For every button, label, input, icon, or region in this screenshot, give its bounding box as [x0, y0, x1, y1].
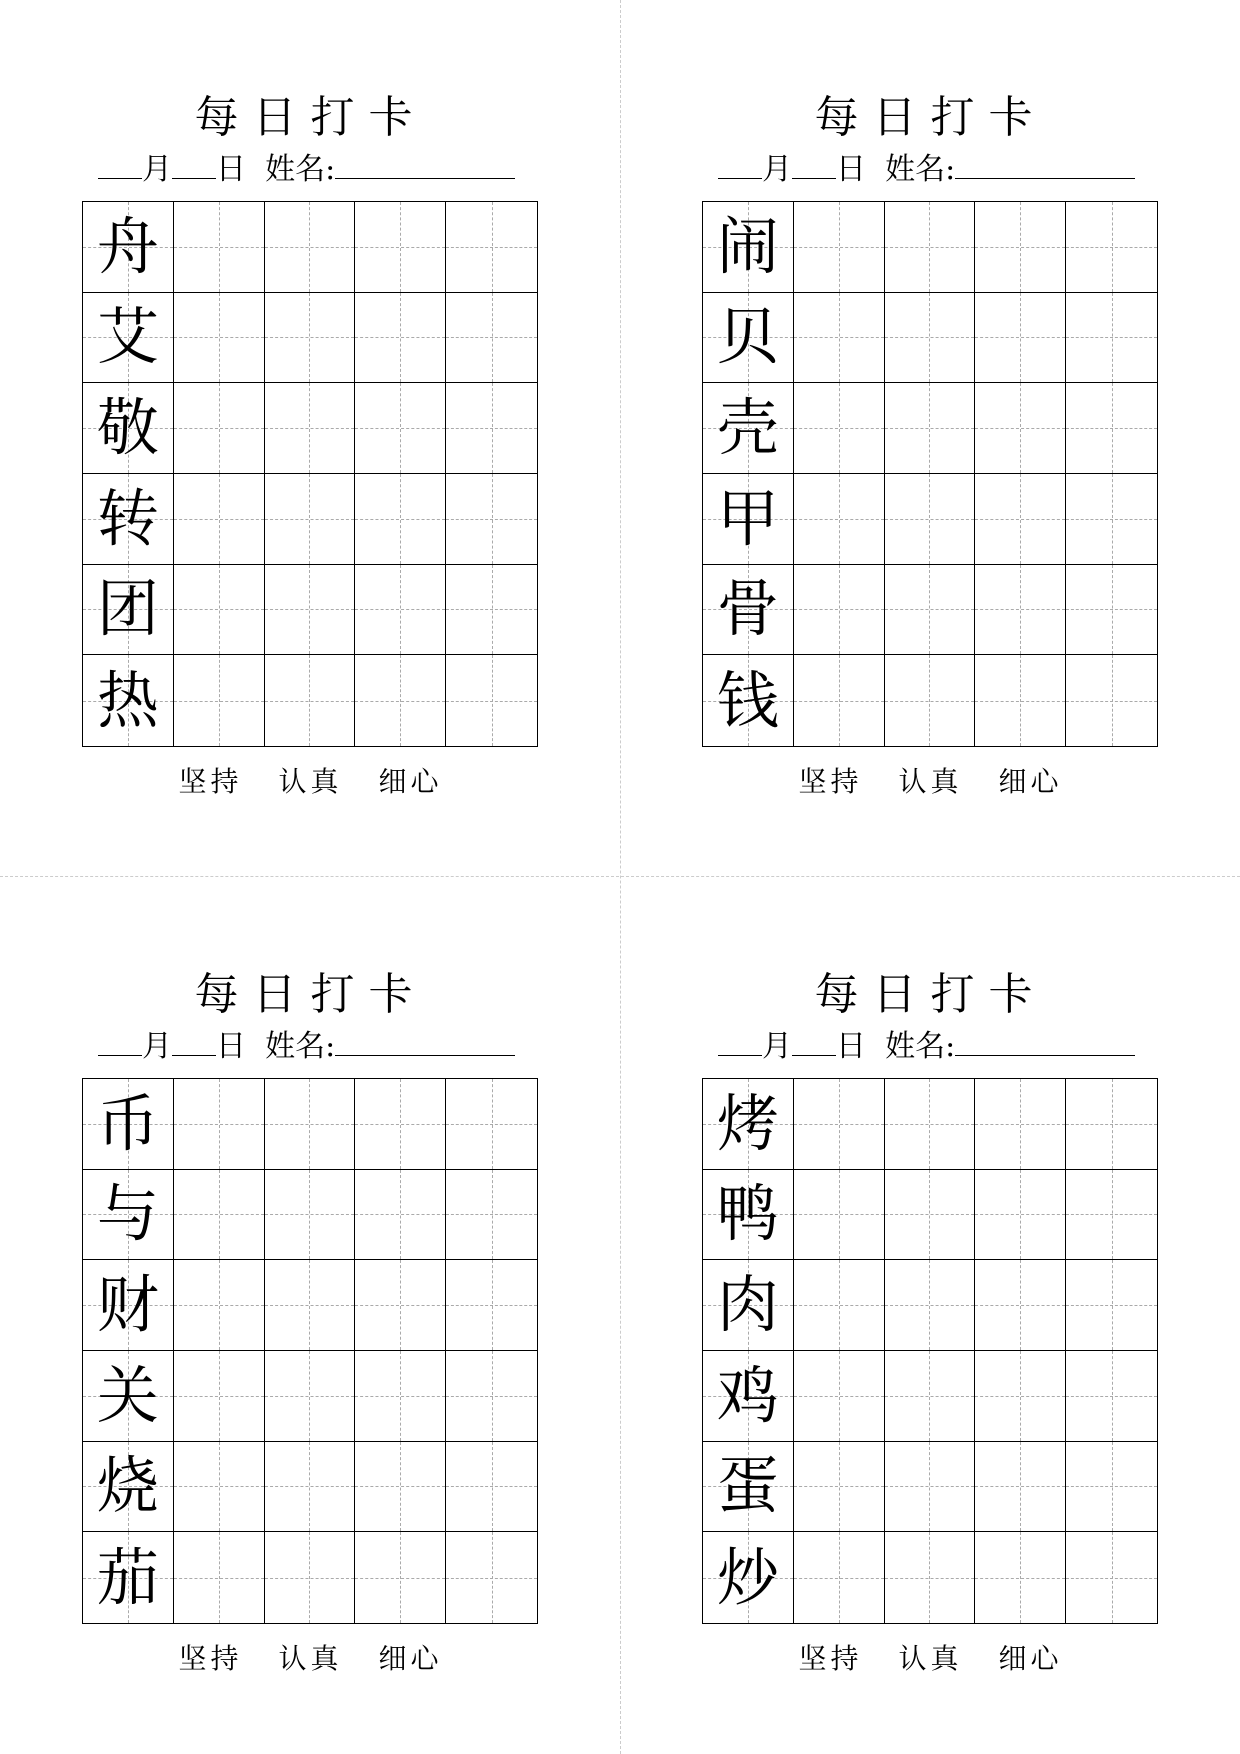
practice-cell: [794, 1351, 885, 1442]
practice-cell: [1066, 474, 1157, 565]
name-label: 姓名:: [885, 1029, 956, 1064]
motto: [82, 760, 539, 800]
model-character-cell: [83, 1260, 174, 1351]
model-character: 敬: [96, 391, 159, 465]
name-label: 姓名:: [885, 152, 956, 187]
model-character: 壳: [716, 391, 779, 465]
model-character-cell: [703, 1170, 794, 1261]
model-character: 骨: [716, 572, 779, 646]
name-blank[interactable]: [335, 1025, 515, 1056]
motto-word: 坚持: [178, 1642, 243, 1675]
practice-cell: [975, 1351, 1066, 1442]
model-character-cell: [83, 1170, 174, 1261]
practice-cell: [446, 655, 537, 746]
name-blank[interactable]: [335, 148, 515, 179]
practice-cell: [446, 1351, 537, 1442]
model-character-cell: [703, 565, 794, 656]
motto: [702, 760, 1159, 800]
month-label: 月: [142, 1029, 172, 1064]
day-label: 日: [216, 152, 246, 187]
practice-cell: [1066, 202, 1157, 293]
model-character: 关: [96, 1358, 159, 1432]
motto-word: 坚持: [798, 765, 863, 798]
model-character-cell: [703, 383, 794, 474]
date-name-line: [98, 1025, 540, 1067]
practice-cell: [975, 383, 1066, 474]
practice-cell: [174, 1351, 265, 1442]
date-name-line: [98, 148, 540, 190]
model-character: 与: [96, 1177, 159, 1251]
motto-word: 细心: [378, 1642, 443, 1675]
motto-word: 认真: [898, 1642, 963, 1675]
sheet-title: 每日打卡: [194, 969, 427, 1020]
motto-word: 细心: [998, 1642, 1063, 1675]
practice-cell: [355, 1170, 446, 1261]
practice-cell: [174, 383, 265, 474]
practice-cell: [265, 1351, 356, 1442]
model-character: 蛋: [716, 1449, 779, 1523]
practice-cell: [355, 202, 446, 293]
model-character: 贝: [716, 300, 779, 374]
model-character: 舟: [96, 209, 159, 283]
sheet-title: 每日打卡: [814, 969, 1047, 1020]
practice-cell: [355, 1260, 446, 1351]
practice-cell: [446, 202, 537, 293]
practice-cell: [1066, 1260, 1157, 1351]
practice-cell: [794, 1260, 885, 1351]
practice-cell: [975, 1532, 1066, 1623]
practice-cell: [174, 565, 265, 656]
practice-cell: [794, 655, 885, 746]
practice-cell: [885, 655, 976, 746]
date-name-line: [718, 1025, 1160, 1067]
model-character: 肉: [716, 1268, 779, 1342]
day-label: 日: [836, 152, 866, 187]
model-character-cell: [83, 474, 174, 565]
name-label: 姓名:: [265, 152, 336, 187]
model-character: 热: [96, 663, 159, 737]
motto-word: 认真: [278, 765, 343, 798]
practice-cell: [885, 1442, 976, 1533]
practice-cell: [885, 293, 976, 384]
practice-cell: [975, 1260, 1066, 1351]
practice-cell: [794, 1170, 885, 1261]
practice-cell: [174, 1442, 265, 1533]
day-blank[interactable]: [172, 1025, 216, 1056]
model-character: 甲: [716, 481, 779, 555]
practice-cell: [975, 1442, 1066, 1533]
model-character: 烤: [716, 1086, 779, 1160]
practice-cell: [446, 1170, 537, 1261]
practice-cell: [885, 1170, 976, 1261]
practice-cell: [975, 1170, 1066, 1261]
motto-word: 坚持: [798, 1642, 863, 1675]
day-blank[interactable]: [792, 1025, 836, 1056]
practice-cell: [1066, 1079, 1157, 1170]
practice-cell: [265, 474, 356, 565]
practice-cell: [794, 293, 885, 384]
name-blank[interactable]: [955, 1025, 1135, 1056]
day-label: 日: [216, 1029, 246, 1064]
practice-cell: [885, 565, 976, 656]
practice-cell: [174, 474, 265, 565]
writing-grid: [82, 201, 538, 747]
practice-cell: [265, 565, 356, 656]
model-character: 烧: [96, 1449, 159, 1523]
model-character-cell: [703, 293, 794, 384]
motto: [82, 1637, 539, 1677]
practice-cell: [355, 1079, 446, 1170]
model-character-cell: [83, 293, 174, 384]
month-label: 月: [762, 1029, 792, 1064]
practice-cell: [794, 474, 885, 565]
practice-cell: [174, 202, 265, 293]
practice-cell: [265, 202, 356, 293]
practice-sheet: [620, 877, 1240, 1754]
practice-cell: [885, 474, 976, 565]
practice-cell: [794, 383, 885, 474]
practice-cell: [355, 1442, 446, 1533]
model-character-cell: [83, 1442, 174, 1533]
practice-cell: [1066, 1351, 1157, 1442]
practice-cell: [794, 565, 885, 656]
sheet-title: 每日打卡: [814, 92, 1047, 143]
practice-cell: [265, 1260, 356, 1351]
sheet-title: 每日打卡: [194, 92, 427, 143]
practice-cell: [446, 1079, 537, 1170]
practice-cell: [975, 1079, 1066, 1170]
writing-grid: [702, 1078, 1158, 1624]
model-character-cell: [703, 1351, 794, 1442]
model-character: 转: [96, 481, 159, 555]
practice-cell: [174, 1170, 265, 1261]
practice-cell: [174, 1079, 265, 1170]
model-character: 团: [96, 572, 159, 646]
model-character-cell: [83, 202, 174, 293]
model-character: 财: [96, 1268, 159, 1342]
practice-cell: [446, 383, 537, 474]
practice-cell: [975, 293, 1066, 384]
practice-cell: [446, 1532, 537, 1623]
practice-cell: [1066, 1532, 1157, 1623]
practice-cell: [174, 1532, 265, 1623]
model-character-cell: [83, 1079, 174, 1170]
practice-cell: [1066, 293, 1157, 384]
practice-cell: [174, 655, 265, 746]
practice-cell: [975, 655, 1066, 746]
practice-sheet: [620, 0, 1240, 877]
day-label: 日: [836, 1029, 866, 1064]
model-character: 艾: [96, 300, 159, 374]
model-character-cell: [83, 1351, 174, 1442]
name-label: 姓名:: [265, 1029, 336, 1064]
model-character-cell: [703, 474, 794, 565]
model-character-cell: [703, 1260, 794, 1351]
practice-cell: [355, 1351, 446, 1442]
practice-cell: [265, 1170, 356, 1261]
practice-cell: [174, 1260, 265, 1351]
practice-cell: [794, 1079, 885, 1170]
model-character: 币: [96, 1086, 159, 1160]
practice-cell: [975, 565, 1066, 656]
practice-cell: [355, 383, 446, 474]
model-character: 炒: [716, 1540, 779, 1614]
practice-cell: [885, 202, 976, 293]
month-blank[interactable]: [98, 148, 142, 179]
practice-cell: [446, 293, 537, 384]
practice-cell: [355, 474, 446, 565]
model-character: 鸭: [716, 1177, 779, 1251]
model-character-cell: [703, 202, 794, 293]
month-label: 月: [142, 152, 172, 187]
practice-sheet: [0, 877, 620, 1754]
date-name-line: [718, 148, 1160, 190]
month-blank[interactable]: [718, 1025, 762, 1056]
practice-cell: [265, 1079, 356, 1170]
model-character-cell: [703, 1532, 794, 1623]
model-character: 茄: [96, 1540, 159, 1614]
writing-grid: [702, 201, 1158, 747]
practice-cell: [885, 1079, 976, 1170]
practice-cell: [355, 655, 446, 746]
motto-word: 细心: [998, 765, 1063, 798]
practice-cell: [265, 383, 356, 474]
model-character-cell: [83, 655, 174, 746]
motto-word: 认真: [278, 1642, 343, 1675]
model-character-cell: [703, 1079, 794, 1170]
practice-cell: [975, 474, 1066, 565]
model-character-cell: [83, 1532, 174, 1623]
practice-cell: [355, 565, 446, 656]
month-label: 月: [762, 152, 792, 187]
practice-cell: [446, 1260, 537, 1351]
model-character: 闹: [716, 209, 779, 283]
practice-cell: [446, 565, 537, 656]
practice-cell: [794, 1532, 885, 1623]
model-character-cell: [83, 383, 174, 474]
practice-cell: [1066, 383, 1157, 474]
motto: [702, 1637, 1159, 1677]
practice-cell: [265, 655, 356, 746]
practice-cell: [446, 1442, 537, 1533]
motto-word: 认真: [898, 765, 963, 798]
practice-cell: [355, 1532, 446, 1623]
practice-cell: [794, 1442, 885, 1533]
practice-cell: [1066, 565, 1157, 656]
month-blank[interactable]: [718, 148, 762, 179]
practice-cell: [975, 202, 1066, 293]
model-character: 鸡: [716, 1358, 779, 1432]
practice-cell: [265, 1532, 356, 1623]
practice-cell: [1066, 655, 1157, 746]
writing-grid: [82, 1078, 538, 1624]
practice-cell: [265, 293, 356, 384]
practice-cell: [885, 1532, 976, 1623]
practice-cell: [446, 474, 537, 565]
practice-cell: [355, 293, 446, 384]
practice-cell: [1066, 1170, 1157, 1261]
model-character-cell: [703, 1442, 794, 1533]
motto-word: 坚持: [178, 765, 243, 798]
day-blank[interactable]: [172, 148, 216, 179]
practice-cell: [174, 293, 265, 384]
practice-cell: [885, 1260, 976, 1351]
practice-cell: [794, 202, 885, 293]
practice-cell: [885, 383, 976, 474]
practice-sheet: [0, 0, 620, 877]
practice-cell: [265, 1442, 356, 1533]
practice-cell: [1066, 1442, 1157, 1533]
name-blank[interactable]: [955, 148, 1135, 179]
day-blank[interactable]: [792, 148, 836, 179]
month-blank[interactable]: [98, 1025, 142, 1056]
model-character: 钱: [716, 663, 779, 737]
motto-word: 细心: [378, 765, 443, 798]
practice-cell: [885, 1351, 976, 1442]
model-character-cell: [703, 655, 794, 746]
model-character-cell: [83, 565, 174, 656]
